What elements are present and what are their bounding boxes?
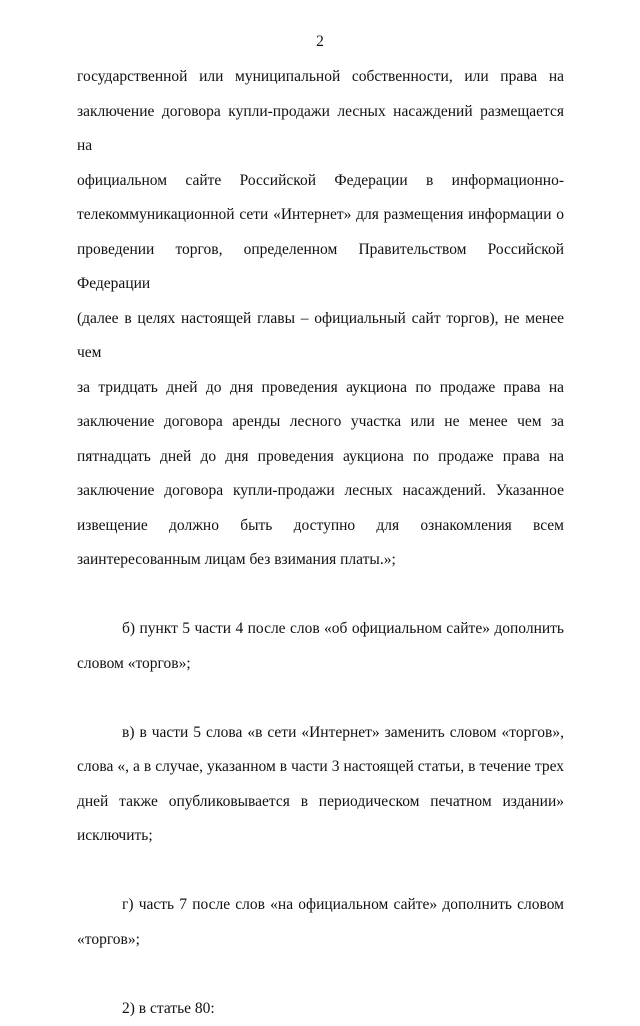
- text-line: за тридцать дней до дня проведения аукциона по продаже права на: [77, 371, 564, 406]
- text-line: б) пункт 5 части 4 после слов «об официальном сайте» дополнить: [77, 612, 564, 647]
- document-body: [77, 60, 564, 1026]
- paragraph-item-v: [77, 716, 564, 854]
- page-number: 2: [0, 33, 640, 51]
- text-line: извещение должно быть доступно для ознакомления всем: [77, 509, 564, 544]
- text-line: (далее в целях настоящей главы – официальный сайт торгов), не менее чем: [77, 302, 564, 371]
- text-line: государственной или муниципальной собственности, или права на: [77, 60, 564, 95]
- text-line: словом «торгов»;: [77, 647, 564, 682]
- paragraph-item-2: [77, 992, 564, 1026]
- text-line: телекоммуникационной сети «Интернет» для размещения информации о: [77, 198, 564, 233]
- text-line: заинтересованным лицам без взимания платы.»;: [77, 543, 564, 578]
- text-line: дней также опубликовывается в периодическом печатном издании»: [77, 785, 564, 820]
- text-line: заключение договора аренды лесного участка или не менее чем за: [77, 405, 564, 440]
- text-line: пятнадцать дней до дня проведения аукциона по продаже права на: [77, 440, 564, 475]
- text-line: официальном сайте Российской Федерации в информационно-: [77, 164, 564, 199]
- paragraph-item-g: [77, 888, 564, 957]
- paragraph-item-b: [77, 612, 564, 681]
- paragraph-continuation: [77, 60, 564, 578]
- text-line: проведении торгов, определенном Правительством Российской Федерации: [77, 233, 564, 302]
- text-line: заключение договора купли-продажи лесных насаждений. Указанное: [77, 474, 564, 509]
- text-line: в) в части 5 слова «в сети «Интернет» заменить словом «торгов»,: [77, 716, 564, 751]
- text-line: слова «, а в случае, указанном в части 3 настоящей статьи, в течение трех: [77, 750, 564, 785]
- text-line: 2) в статье 80:: [77, 992, 564, 1026]
- text-line: исключить;: [77, 819, 564, 854]
- text-line: заключение договора купли-продажи лесных насаждений размещается на: [77, 95, 564, 164]
- text-line: «торгов»;: [77, 923, 564, 958]
- text-line: г) часть 7 после слов «на официальном сайте» дополнить словом: [77, 888, 564, 923]
